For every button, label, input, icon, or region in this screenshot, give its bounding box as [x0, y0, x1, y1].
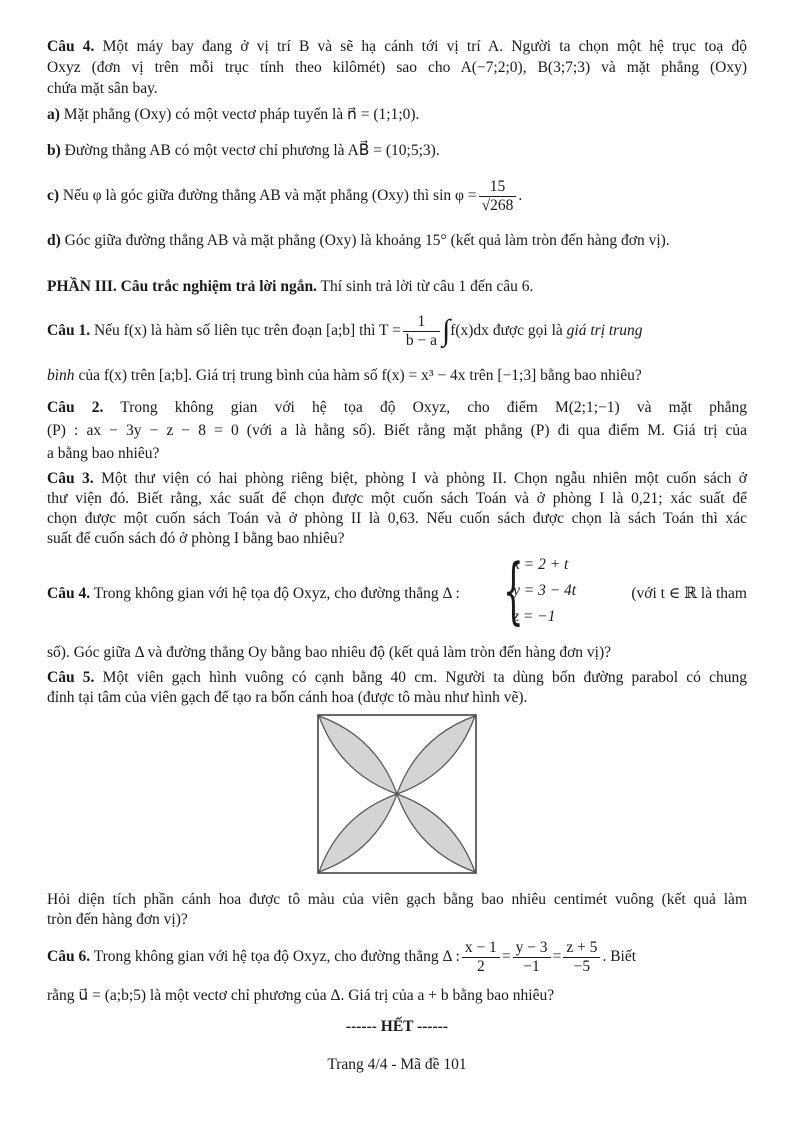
- c1-line1: Câu 1. Nếu f(x) là hàm số liên tục trên đoạn [a;b] thì T = $\frac{1}{b - a}$ ∫f(x)dx được gọi là giá trị trung: [47, 312, 643, 349]
- q4-line3: chứa mặt sân bay.: [47, 80, 158, 97]
- sin-fraction: $\frac{15}{√268}$: [479, 178, 517, 215]
- q4-item-a: a) Mặt phẳng (Oxy) có một vectơ pháp tuyến là n⃗ = (1;1;0).: [47, 106, 420, 123]
- integral-sign: ∫: [441, 314, 451, 348]
- c3-line1: Câu 3. Một thư viện có hai phòng riêng biệt, phòng I và phòng II. Chọn ngẫu nhiên một cuốn sách ở: [47, 470, 748, 487]
- q4-item-c: c) Nếu φ là góc giữa đường thẳng AB và mặt phẳng (Oxy) thì sin φ = $\frac{15}{√268}$ .: [47, 177, 523, 214]
- end-marker: ------ HẾT ------: [345, 1018, 449, 1035]
- q4-line1: Câu 4. Một máy bay đang ở vị trí B và sẽ hạ cánh tới vị trí A. Người ta chọn một hệ trục toạ độ: [47, 38, 747, 55]
- c6-frac-z: $\frac{z + 5}{-5}$: [563, 939, 600, 976]
- c4-line2: số). Góc giữa Δ và đường thẳng Oy bằng bao nhiêu độ (kết quả làm tròn đến hàng đơn vị)?: [47, 644, 612, 661]
- c4-system: x = 2 + t y = 3 − 4t z = −1: [513, 556, 577, 625]
- c5-line2: đỉnh tại tâm của viên gạch để tạo ra bốn cánh hoa (được tô màu như hình vẽ).: [47, 689, 528, 706]
- q4-line2: Oxyz (đơn vị trên mỗi trục tính theo kilômét) sao cho A(−7;2;0), B(3;7;3) và mặt phẳng (Oxy): [47, 59, 747, 76]
- c2-line3: a bằng bao nhiêu?: [47, 445, 160, 462]
- c6-frac-x: $\frac{x - 1}{2}$: [462, 939, 500, 976]
- c4-tail: (với t ∈ ℝ là tham: [631, 585, 747, 602]
- c6-line1: Câu 6. Trong không gian với hệ tọa độ Oxyz, cho đường thẳng Δ : $\frac{x - 1}{2}$ = $\frac{y - 3}{-1}$ = $\frac{z + 5}{-5}$ . Biết: [47, 938, 637, 975]
- c5-line1: Câu 5. Một viên gạch hình vuông có cạnh bằng 40 cm. Người ta dùng bốn đường parabol có chung: [47, 669, 747, 686]
- tile-figure: [317, 714, 477, 874]
- q4-item-b: b) Đường thẳng AB có một vectơ chỉ phương là AB⃗ = (10;5;3).: [47, 142, 440, 159]
- part3-heading: PHẦN III. Câu trắc nghiệm trả lời ngắn. Thí sinh trả lời từ câu 1 đến câu 6.: [47, 278, 534, 295]
- c2-line1: Câu 2. Trong không gian với hệ tọa độ Oxyz, cho điểm M(2;1;−1) và mặt phẳng: [47, 399, 747, 416]
- page-footer: Trang 4/4 - Mã đề 101: [327, 1056, 467, 1073]
- c5-line3: Hỏi diện tích phần cánh hoa được tô màu của viên gạch bằng bao nhiêu centimét vuông (kết quả làm: [47, 891, 747, 908]
- c2-line2: (P) : ax − 3y − z − 8 = 0 (với a là hằng số). Biết rằng mặt phẳng (P) đi qua điểm M. Giá trị của: [47, 422, 747, 439]
- c6-line2: rằng u⃗ = (a;b;5) là một vectơ chỉ phương của Δ. Giá trị của a + b bằng bao nhiêu?: [47, 987, 555, 1004]
- c4-line1: Câu 4. Trong không gian với hệ tọa độ Oxyz, cho đường thẳng Δ :: [47, 585, 460, 602]
- c5-line4: tròn đến hàng đơn vị)?: [47, 911, 188, 928]
- system-brace: {: [503, 548, 524, 632]
- c1-line2: bình của f(x) trên [a;b]. Giá trị trung bình của hàm số f(x) = x³ − 4x trên [−1;3] bằng bao nhiêu?: [47, 367, 642, 384]
- c3-line3: chọn được một cuốn sách Toán và ở phòng II là 0,63. Nếu cuốn sách được chọn là sách Toán thì xác: [47, 510, 747, 527]
- c1-fraction: $\frac{1}{b - a}$: [403, 313, 440, 350]
- c3-line4: suất để cuốn sách đó ở phòng I bằng bao nhiêu?: [47, 530, 345, 547]
- c6-frac-y: $\frac{y - 3}{-1}$: [513, 939, 551, 976]
- c3-line2: thư viện đó. Biết rằng, xác suất để chọn được một cuốn sách Toán và ở phòng I là 0,21; xác suất để: [47, 490, 747, 507]
- q4-item-d: d) Góc giữa đường thẳng AB và mặt phẳng (Oxy) là khoảng 15° (kết quả làm tròn đến hàng đơn vị).: [47, 232, 670, 249]
